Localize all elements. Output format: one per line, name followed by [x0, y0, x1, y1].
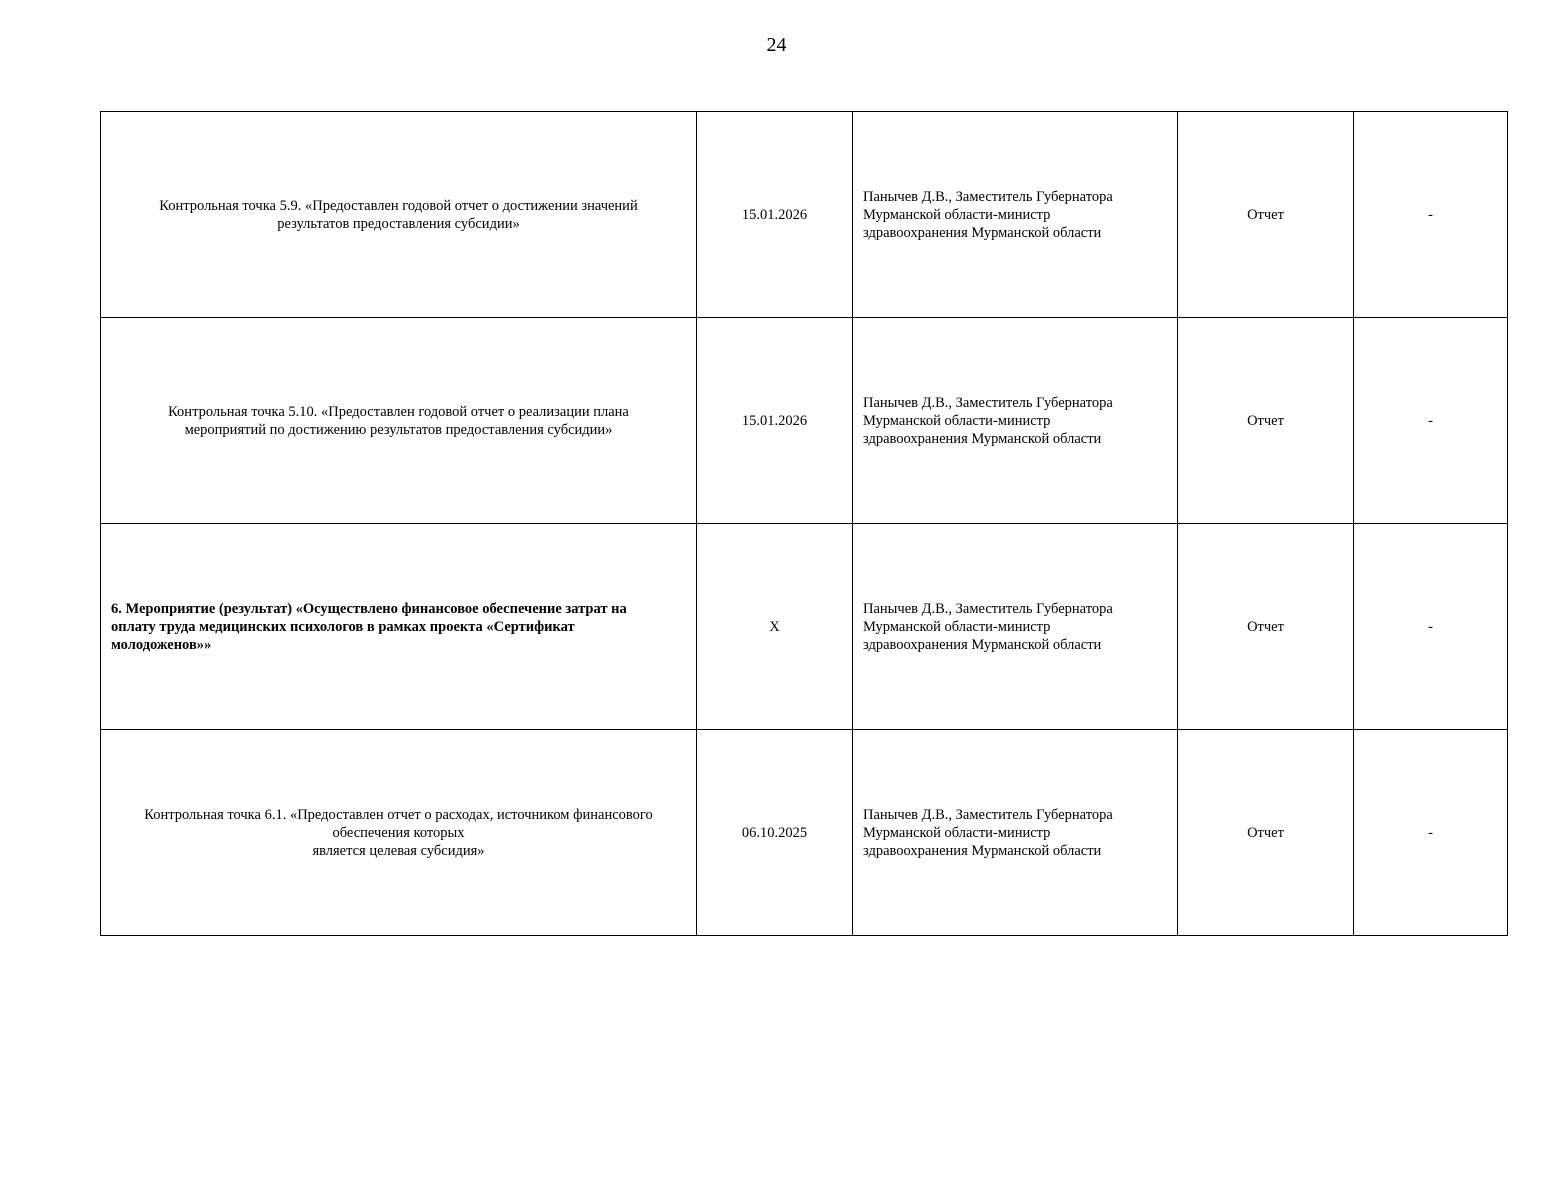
event-name-cell — [101, 524, 697, 730]
date-cell: 06.10.2025 — [697, 730, 853, 936]
event-name-line: Контрольная точка 5.10. «Предоставлен годовой отчет о реализации плана — [168, 403, 629, 420]
document-type-cell: Отчет — [1178, 318, 1354, 524]
responsible-line: Мурманской области-министр — [863, 618, 1051, 635]
event-name-line: обеспечения которых — [332, 824, 465, 841]
responsible-cell — [853, 524, 1178, 730]
responsible-line: Мурманской области-министр — [863, 412, 1051, 429]
responsible-line: Панычев Д.В., Заместитель Губернатора — [863, 600, 1113, 617]
date-cell: 15.01.2026 — [697, 112, 853, 318]
responsible-cell — [853, 112, 1178, 318]
extra-cell: - — [1354, 318, 1508, 524]
table-row — [101, 112, 1508, 318]
responsible-line: Мурманской области-министр — [863, 206, 1051, 223]
control-points-table — [100, 111, 1508, 936]
event-name-line: результатов предоставления субсидии» — [277, 215, 520, 232]
date-cell: X — [697, 524, 853, 730]
event-name-cell — [101, 318, 697, 524]
responsible-line: здравоохранения Мурманской области — [863, 842, 1102, 859]
responsible-line: здравоохранения Мурманской области — [863, 430, 1102, 447]
extra-cell: - — [1354, 730, 1508, 936]
event-name-cell — [101, 730, 697, 936]
responsible-line: Панычев Д.В., Заместитель Губернатора — [863, 806, 1113, 823]
responsible-line: Панычев Д.В., Заместитель Губернатора — [863, 394, 1113, 411]
table-row — [101, 318, 1508, 524]
document-type-cell: Отчет — [1178, 524, 1354, 730]
responsible-line: здравоохранения Мурманской области — [863, 636, 1102, 653]
event-name-line: мероприятий по достижению результатов предоставления субсидии» — [184, 421, 613, 438]
extra-cell: - — [1354, 524, 1508, 730]
table-row — [101, 524, 1508, 730]
event-name-line: Контрольная точка 6.1. «Предоставлен отчет о расходах, источником финансового — [144, 806, 653, 823]
extra-cell: - — [1354, 112, 1508, 318]
event-name-line: является целевая субсидия» — [312, 842, 485, 859]
event-name-line: Контрольная точка 5.9. «Предоставлен годовой отчет о достижении значений — [159, 197, 638, 214]
responsible-line: здравоохранения Мурманской области — [863, 224, 1102, 241]
event-name-line: оплату труда медицинских психологов в рамках проекта «Сертификат — [111, 618, 575, 635]
responsible-cell — [853, 318, 1178, 524]
document-type-cell: Отчет — [1178, 730, 1354, 936]
responsible-line: Мурманской области-министр — [863, 824, 1051, 841]
event-name-line: 6. Мероприятие (результат) «Осуществлено финансовое обеспечение затрат на — [111, 600, 627, 617]
responsible-line: Панычев Д.В., Заместитель Губернатора — [863, 188, 1113, 205]
responsible-cell — [853, 730, 1178, 936]
event-name-cell — [101, 112, 697, 318]
date-cell: 15.01.2026 — [697, 318, 853, 524]
document-type-cell: Отчет — [1178, 112, 1354, 318]
page-number: 24 — [766, 34, 787, 56]
table-row — [101, 730, 1508, 936]
event-name-line: молодоженов»» — [111, 636, 212, 653]
